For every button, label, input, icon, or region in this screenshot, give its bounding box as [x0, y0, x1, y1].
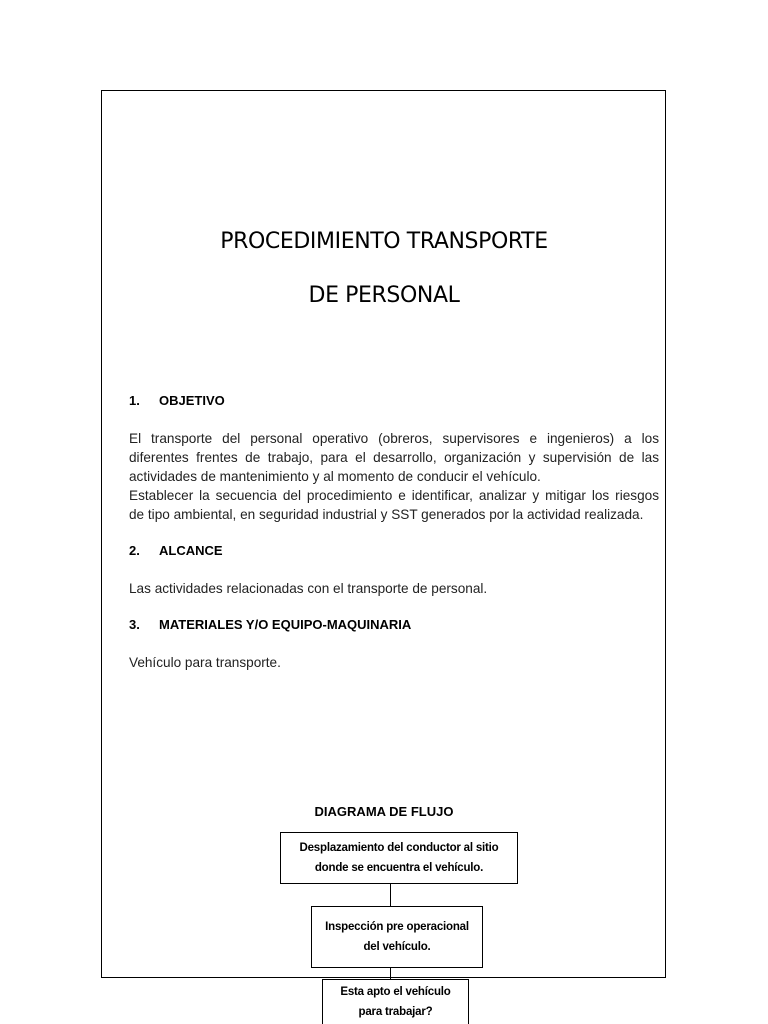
diagram-title: DIAGRAMA DE FLUJO — [314, 804, 454, 819]
section-heading-materiales — [129, 617, 411, 632]
section-number: 2. — [129, 543, 140, 558]
flow-step-text: Desplazamiento del conductor al sitio — [299, 842, 499, 854]
body-line: de tipo ambiental, en seguridad industrial y SST generados por la actividad realizada. — [129, 507, 644, 522]
section-body-materiales — [129, 653, 659, 672]
section-number: 1. — [129, 393, 140, 408]
flow-step-text: Inspección pre operacional — [325, 921, 469, 933]
flow-step-text: del vehículo. — [363, 941, 431, 953]
section-heading-objetivo — [129, 393, 225, 408]
flow-step-travel — [280, 832, 518, 884]
flow-step-inspection — [311, 906, 483, 968]
document-title-line-1: PROCEDIMIENTO TRANSPORTE — [220, 229, 548, 254]
flow-step-text: Esta apto el vehículo — [340, 986, 451, 998]
section-title: MATERIALES Y/O EQUIPO-MAQUINARIA — [159, 617, 412, 632]
body-line: Las actividades relacionadas con el transporte de personal. — [129, 581, 488, 596]
body-line: Establecer la secuencia del procedimiento e identificar, analizar y mitigar los riesgos — [129, 488, 659, 503]
section-heading-alcance — [129, 543, 223, 558]
section-body-alcance — [129, 579, 659, 598]
section-body-objetivo — [129, 429, 659, 524]
body-line: actividades de mantenimiento y al momento de conducir el vehículo. — [129, 469, 541, 484]
section-title: OBJETIVO — [159, 393, 225, 408]
section-title: ALCANCE — [159, 543, 223, 558]
flow-decision-vehicle-ready — [322, 979, 469, 1024]
flow-connector — [390, 966, 391, 980]
flow-step-text: donde se encuentra el vehículo. — [314, 862, 484, 874]
flow-step-text: para trabajar? — [358, 1006, 433, 1018]
body-line: El transporte del personal operativo (obreros, supervisores e ingenieros) a los — [129, 431, 659, 446]
body-line: Vehículo para transporte. — [129, 655, 281, 670]
document-title-line-2: DE PERSONAL — [308, 283, 460, 308]
body-line: diferentes frentes de trabajo, para el desarrollo, organización y supervisión de las — [129, 450, 659, 465]
section-number: 3. — [129, 617, 140, 632]
